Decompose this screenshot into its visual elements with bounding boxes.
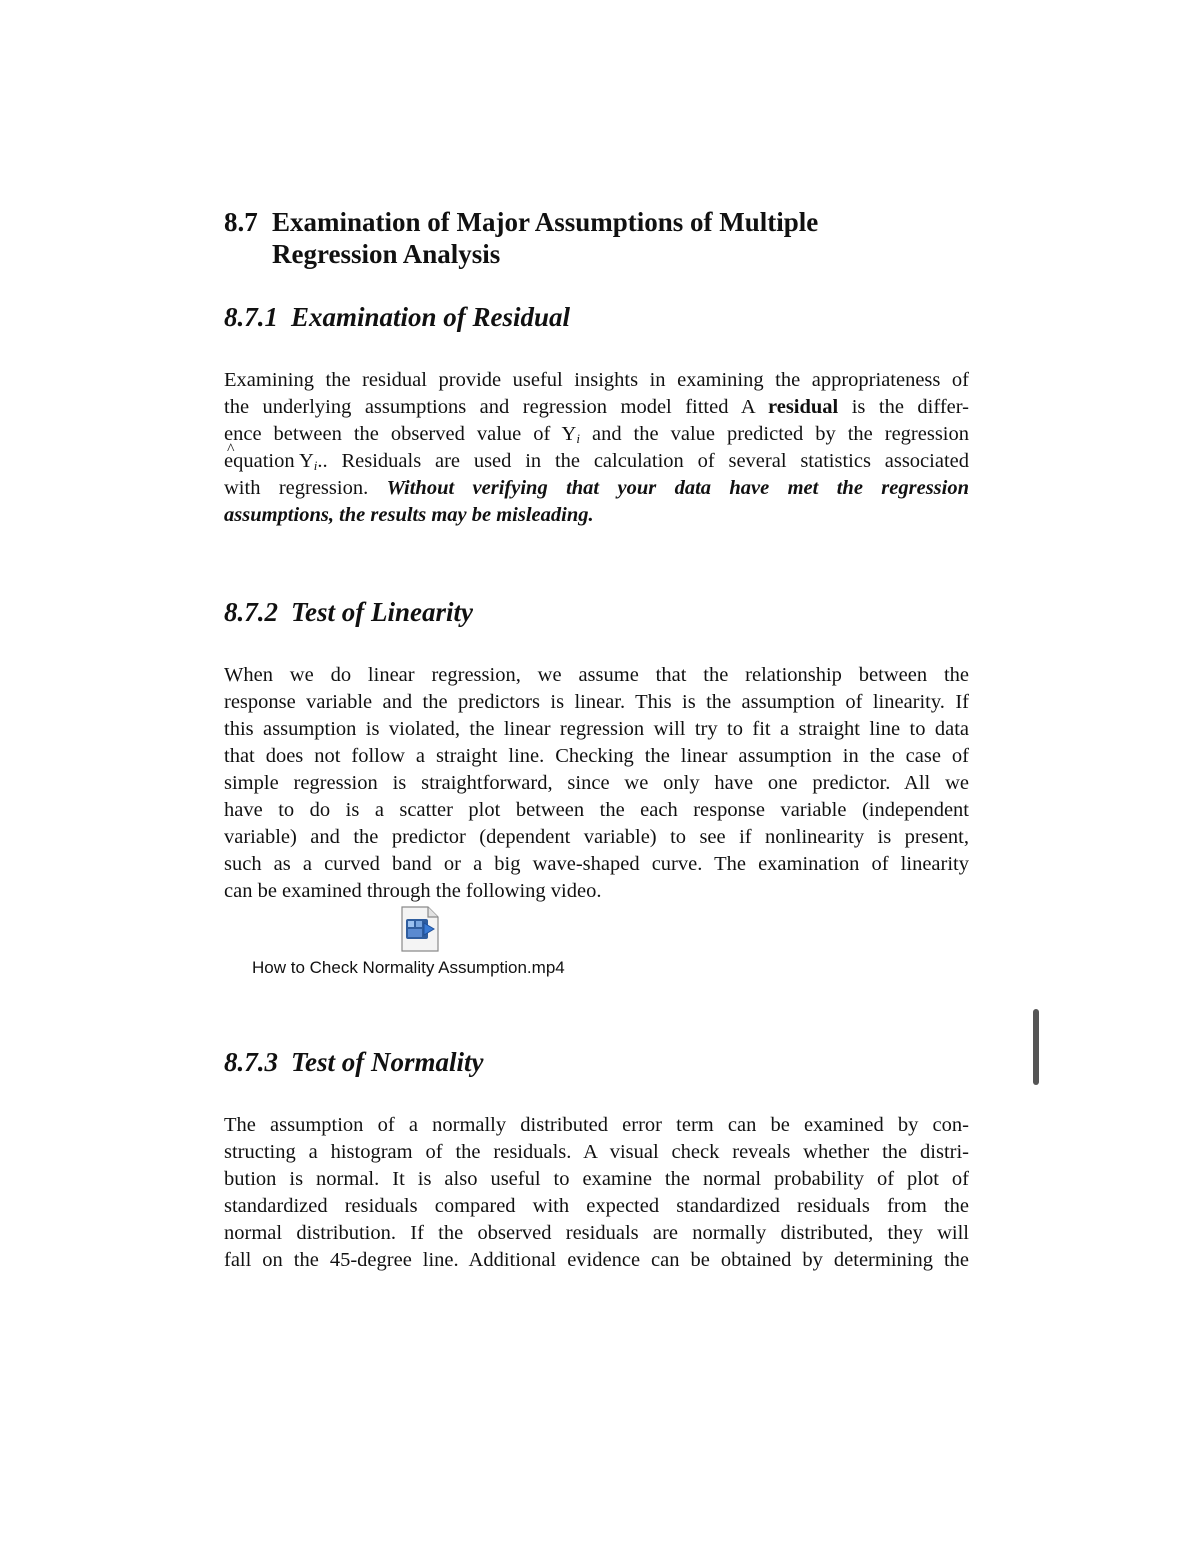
- text-line: the underlying assumptions and regression model fitted A residual is the differ-: [224, 396, 969, 418]
- text-line: have to do is a scatter plot between the each response variable (independent: [224, 799, 969, 821]
- emphasis-warning: Without verifying that your data have met the regression: [386, 477, 969, 499]
- text-line: standardized residuals compared with expected standardized residuals from the: [224, 1195, 969, 1217]
- text-line: can be examined through the following video.: [224, 880, 602, 902]
- section-heading: [224, 206, 969, 270]
- video-file-icon[interactable]: [398, 905, 442, 953]
- section-title: Examination of Major Assumptions of Multiple Regression Analysis: [272, 207, 819, 269]
- text-line: fall on the 45-degree line. Additional evidence can be obtained by determining the: [224, 1249, 969, 1271]
- text-line: normal distribution. If the observed residuals are normally distributed, they will: [224, 1222, 969, 1244]
- text-line: such as a curved band or a big wave-shaped curve. The examination of linearity: [224, 853, 969, 875]
- subsection-title: Examination of Residual: [291, 302, 571, 332]
- term-residual: residual: [768, 396, 839, 418]
- subsection-heading-normality: [224, 1046, 484, 1078]
- paragraph-linearity: [224, 662, 969, 905]
- text-line: Examining the residual provide useful insights in examining the appropriateness of: [224, 369, 969, 391]
- subsection-number: 8.7.3: [224, 1047, 278, 1077]
- paragraph-residual: [224, 367, 969, 529]
- text-line: bution is normal. It is also useful to examine the normal probability of plot of: [224, 1168, 969, 1190]
- text-line: The assumption of a normally distributed error term can be examined by con-: [224, 1114, 969, 1136]
- text-line: ^ equation $Y_i$.. Residuals are used in the calculation of several statistics associated: [224, 448, 969, 475]
- text-line: this assumption is violated, the linear regression will try to fit a straight line to data: [224, 718, 969, 740]
- attachment-filename[interactable]: How to Check Normality Assumption.mp4: [252, 958, 565, 977]
- text-line: simple regression is straightforward, since we only have one predictor. All we: [224, 772, 969, 794]
- text-line: variable) and the predictor (dependent variable) to see if nonlinearity is present,: [224, 826, 969, 848]
- text-line: response variable and the predictors is linear. This is the assumption of linearity. If: [224, 691, 969, 713]
- subsection-number: 8.7.1: [224, 302, 278, 332]
- text-line: When we do linear regression, we assume that the relationship between the: [224, 664, 969, 686]
- subsection-title: Test of Normality: [291, 1047, 484, 1077]
- subsection-title: Test of Linearity: [291, 597, 473, 627]
- subsection-heading-residual: [224, 301, 570, 333]
- text-line: that does not follow a straight line. Checking the linear assumption in the case of: [224, 745, 969, 767]
- text-line: ence between the observed value of $Y_i$ and the value predicted by the regression: [224, 423, 970, 446]
- text-line: structing a histogram of the residuals. A visual check reveals whether the distri-: [224, 1141, 969, 1163]
- text-line: assumptions, the results may be misleading.: [224, 504, 594, 526]
- subsection-number: 8.7.2: [224, 597, 278, 627]
- scrollbar-thumb[interactable]: [1033, 1009, 1039, 1085]
- text-line: with regression. Without verifying that your data have met the regression: [224, 477, 969, 499]
- section-number: 8.7: [224, 207, 258, 237]
- paragraph-normality: [224, 1112, 969, 1274]
- subsection-heading-linearity: [224, 596, 473, 628]
